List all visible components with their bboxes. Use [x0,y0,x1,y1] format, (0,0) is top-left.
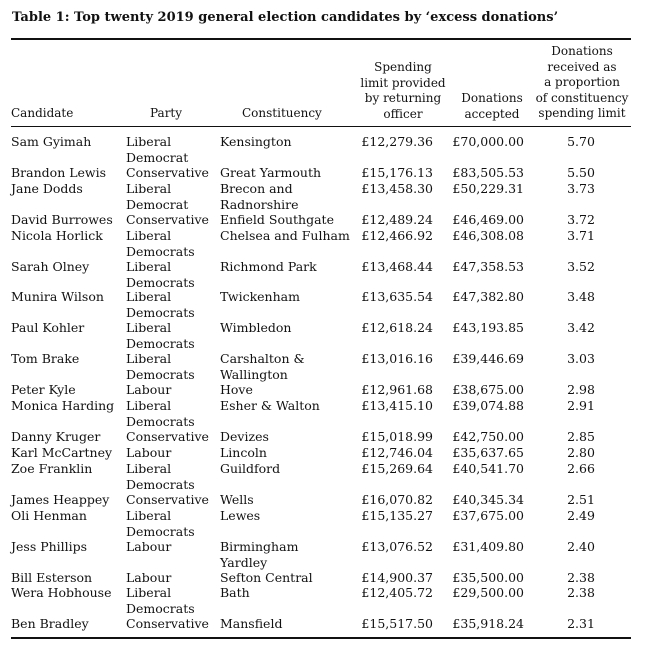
cell-constituency: Carshalton & Wallington [220,351,305,382]
cell-donations: £35,637.65 [452,445,524,460]
cell-party: Liberal Democrats [126,351,195,382]
cell-constituency: Birmingham Yardley [220,539,299,570]
cell-spending-limit: £12,405.72 [361,585,433,600]
cell-candidate: Ben Bradley [11,616,89,631]
cell-proportion: 2.38 [567,585,595,600]
cell-constituency: Esher & Walton [220,398,320,413]
cell-party: Conservative [126,492,209,507]
cell-constituency: Twickenham [220,289,300,304]
cell-constituency: Sefton Central [220,570,313,585]
cell-party: Liberal Democrats [126,259,195,290]
cell-candidate: James Heappey [11,492,110,507]
header-rule [11,126,631,127]
cell-donations: £39,074.88 [452,398,524,413]
cell-proportion: 3.03 [567,351,595,366]
cell-candidate: David Burrowes [11,212,113,227]
header-proportion: Donations received as a proportion of constituency spending limit [535,44,629,120]
cell-donations: £43,193.85 [452,320,524,335]
cell-proportion: 3.52 [567,259,595,274]
cell-donations: £39,446.69 [452,351,524,366]
cell-donations: £35,500.00 [452,570,524,585]
cell-spending-limit: £14,900.37 [361,570,433,585]
cell-proportion: 2.66 [567,461,595,476]
cell-constituency: Guildford [220,461,281,476]
cell-donations: £42,750.00 [452,429,524,444]
cell-spending-limit: £13,458.30 [361,181,433,196]
cell-proportion: 2.31 [567,616,595,631]
cell-donations: £31,409.80 [452,539,524,554]
cell-party: Liberal Democrat [126,134,189,165]
cell-donations: £46,308.08 [452,228,524,243]
cell-spending-limit: £13,076.52 [361,539,433,554]
cell-proportion: 2.49 [567,508,595,523]
cell-donations: £29,500.00 [452,585,524,600]
cell-candidate: Bill Esterson [11,570,93,585]
cell-proportion: 5.50 [567,165,595,180]
cell-spending-limit: £12,746.04 [361,445,433,460]
cell-constituency: Kensington [220,134,292,149]
cell-donations: £83,505.53 [452,165,524,180]
cell-donations: £40,541.70 [452,461,524,476]
cell-spending-limit: £16,070.82 [361,492,433,507]
cell-spending-limit: £13,635.54 [361,289,433,304]
bottom-rule [11,637,631,639]
cell-party: Liberal Democrats [126,398,195,429]
cell-party: Labour [126,382,172,397]
cell-spending-limit: £13,415.10 [361,398,433,413]
cell-party: Labour [126,539,172,554]
cell-party: Conservative [126,212,209,227]
cell-party: Conservative [126,165,209,180]
cell-donations: £37,675.00 [452,508,524,523]
cell-candidate: Nicola Horlick [11,228,103,243]
cell-proportion: 3.72 [567,212,595,227]
cell-spending-limit: £12,961.68 [361,382,433,397]
cell-donations: £46,469.00 [452,212,524,227]
cell-spending-limit: £15,176.13 [361,165,433,180]
cell-candidate: Monica Harding [11,398,115,413]
cell-donations: £35,918.24 [452,616,524,631]
cell-candidate: Brandon Lewis [11,165,107,180]
cell-proportion: 2.51 [567,492,595,507]
cell-proportion: 2.38 [567,570,595,585]
cell-proportion: 2.40 [567,539,595,554]
cell-spending-limit: £15,018.99 [361,429,433,444]
cell-spending-limit: £12,466.92 [361,228,433,243]
cell-proportion: 2.80 [567,445,595,460]
header-donations: Donations accepted [461,91,523,121]
cell-constituency: Bath [220,585,250,600]
cell-candidate: Tom Brake [11,351,80,366]
cell-proportion: 3.48 [567,289,595,304]
cell-proportion: 2.91 [567,398,595,413]
cell-donations: £47,382.80 [452,289,524,304]
cell-party: Labour [126,570,172,585]
cell-party: Conservative [126,429,209,444]
cell-party: Liberal Democrats [126,289,195,320]
cell-constituency: Great Yarmouth [220,165,322,180]
cell-constituency: Richmond Park [220,259,317,274]
cell-donations: £38,675.00 [452,382,524,397]
cell-proportion: 3.71 [567,228,595,243]
cell-constituency: Chelsea and Fulham [220,228,350,243]
cell-proportion: 2.98 [567,382,595,397]
header-constituency: Constituency [242,106,322,120]
header-party: Party [150,106,183,120]
cell-party: Labour [126,445,172,460]
cell-constituency: Mansfield [220,616,283,631]
cell-proportion: 3.73 [567,181,595,196]
cell-candidate: Jane Dodds [11,181,83,196]
cell-candidate: Karl McCartney [11,445,113,460]
table-title: Table 1: Top twenty 2019 general election candidates by ‘excess donations’ [12,10,559,25]
cell-candidate: Danny Kruger [11,429,101,444]
cell-proportion: 5.70 [567,134,595,149]
top-rule [11,38,631,40]
cell-proportion: 2.85 [567,429,595,444]
cell-candidate: Peter Kyle [11,382,76,397]
cell-candidate: Zoe Franklin [11,461,93,476]
cell-spending-limit: £12,279.36 [361,134,433,149]
cell-candidate: Munira Wilson [11,289,104,304]
cell-party: Liberal Democrats [126,508,195,539]
cell-constituency: Enfield Southgate [220,212,334,227]
cell-candidate: Sam Gyimah [11,134,92,149]
cell-donations: £70,000.00 [452,134,524,149]
header-spending-limit: Spending limit provided by returning officer [360,60,446,121]
cell-spending-limit: £13,016.16 [361,351,433,366]
cell-constituency: Brecon and Radnorshire [220,181,299,212]
cell-party: Liberal Democrats [126,228,195,259]
cell-party: Liberal Democrats [126,461,195,492]
cell-spending-limit: £15,517.50 [361,616,433,631]
cell-spending-limit: £15,269.64 [361,461,433,476]
cell-party: Liberal Democrat [126,181,189,212]
cell-constituency: Lewes [220,508,261,523]
cell-candidate: Oli Henman [11,508,87,523]
cell-constituency: Lincoln [220,445,267,460]
cell-constituency: Devizes [220,429,269,444]
cell-party: Liberal Democrats [126,585,195,616]
cell-spending-limit: £13,468.44 [361,259,433,274]
cell-candidate: Wera Hobhouse [11,585,112,600]
cell-candidate: Sarah Olney [11,259,90,274]
header-candidate: Candidate [11,106,74,120]
cell-spending-limit: £12,489.24 [361,212,433,227]
cell-candidate: Jess Phillips [11,539,88,554]
cell-donations: £40,345.34 [452,492,524,507]
cell-constituency: Wells [220,492,254,507]
cell-constituency: Hove [220,382,253,397]
cell-donations: £47,358.53 [452,259,524,274]
cell-party: Conservative [126,616,209,631]
cell-constituency: Wimbledon [220,320,292,335]
cell-party: Liberal Democrats [126,320,195,351]
cell-proportion: 3.42 [567,320,595,335]
cell-spending-limit: £15,135.27 [361,508,433,523]
cell-spending-limit: £12,618.24 [361,320,433,335]
cell-candidate: Paul Kohler [11,320,85,335]
cell-donations: £50,229.31 [452,181,524,196]
